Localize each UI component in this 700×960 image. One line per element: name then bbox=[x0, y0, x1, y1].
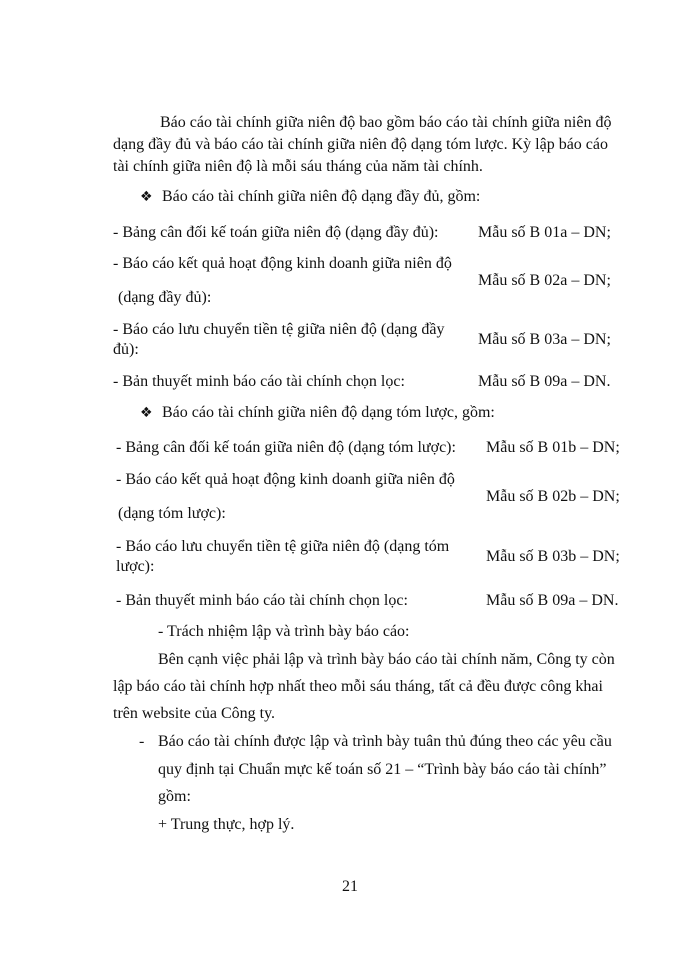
full-item-4-text: - Bản thuyết minh báo cáo tài chính chọn lọc: bbox=[113, 373, 405, 390]
summary-item-2-text-line-2: (dạng tóm lược): bbox=[118, 505, 226, 522]
sub-item-fair-presentation: + Trung thực, hợp lý. bbox=[158, 816, 295, 833]
diamond-bullet-icon: ❖ bbox=[140, 405, 153, 421]
summary-item-3-text-line-1: - Báo cáo lưu chuyển tiền tệ giữa niên độ (dạng tóm bbox=[116, 538, 450, 555]
summary-section-heading bbox=[140, 404, 495, 422]
intro-line-3: tài chính giữa niên độ là mỗi sáu tháng của năm tài chính. bbox=[113, 158, 483, 175]
full-section-heading-text: Báo cáo tài chính giữa niên độ dạng đầy đủ, gồm: bbox=[162, 188, 481, 205]
full-item-2-form: Mẫu số B 02a – DN; bbox=[478, 272, 611, 289]
page-number: 21 bbox=[342, 878, 358, 895]
intro-line-2: dạng đầy đủ và báo cáo tài chính giữa niên độ dạng tóm lược. Kỳ lập báo cáo bbox=[113, 136, 608, 153]
responsibility-item-line-3: gồm: bbox=[158, 788, 191, 805]
responsibility-heading: - Trách nhiệm lập và trình bày báo cáo: bbox=[158, 623, 410, 640]
summary-item-2-form: Mẫu số B 02b – DN; bbox=[486, 488, 620, 505]
full-item-2-text-line-1: - Báo cáo kết quả hoạt động kinh doanh giữa niên độ bbox=[113, 255, 452, 272]
responsibility-para-line-1: Bên cạnh việc phải lập và trình bày báo cáo tài chính năm, Công ty còn bbox=[158, 651, 615, 668]
summary-item-1-text: - Bảng cân đối kế toán giữa niên độ (dạng tóm lược): bbox=[116, 439, 456, 456]
responsibility-item-line-2: quy định tại Chuẩn mực kế toán số 21 – “Trình bày báo cáo tài chính” bbox=[158, 761, 607, 778]
summary-item-1-form: Mẫu số B 01b – DN; bbox=[486, 439, 620, 456]
summary-item-3-text-line-2: lược): bbox=[116, 558, 155, 575]
responsibility-item-line-1: Báo cáo tài chính được lập và trình bày tuân thủ đúng theo các yêu cầu bbox=[158, 733, 612, 750]
summary-item-4-text: - Bản thuyết minh báo cáo tài chính chọn lọc: bbox=[116, 592, 408, 609]
full-item-3-text-line-1: - Báo cáo lưu chuyển tiền tệ giữa niên độ (dạng đầy bbox=[113, 321, 445, 338]
full-item-4-form: Mẫu số B 09a – DN. bbox=[478, 373, 611, 390]
responsibility-para-line-3: trên website của Công ty. bbox=[113, 705, 276, 722]
summary-item-2-text-line-1: - Báo cáo kết quả hoạt động kinh doanh giữa niên độ bbox=[116, 471, 455, 488]
responsibility-para-line-2: lập báo cáo tài chính hợp nhất theo mỗi sáu tháng, tất cả đều được công khai bbox=[113, 678, 603, 695]
full-item-1-form: Mẫu số B 01a – DN; bbox=[478, 224, 611, 241]
full-item-3-form: Mẫu số B 03a – DN; bbox=[478, 331, 611, 348]
summary-section-heading-text: Báo cáo tài chính giữa niên độ dạng tóm lược, gồm: bbox=[162, 404, 495, 421]
full-item-1-text: - Bảng cân đối kế toán giữa niên độ (dạng đầy đủ): bbox=[113, 224, 439, 241]
full-section-heading bbox=[140, 188, 480, 206]
intro-line-1: Báo cáo tài chính giữa niên độ bao gồm báo cáo tài chính giữa niên độ bbox=[160, 114, 612, 131]
diamond-bullet-icon: ❖ bbox=[140, 189, 153, 205]
full-item-3-text-line-2: đủ): bbox=[113, 341, 139, 358]
summary-item-3-form: Mẫu số B 03b – DN; bbox=[486, 548, 620, 565]
full-item-2-text-line-2: (dạng đầy đủ): bbox=[118, 289, 212, 306]
summary-item-4-form: Mẫu số B 09a – DN. bbox=[486, 592, 619, 609]
list-dash: - bbox=[139, 733, 145, 750]
